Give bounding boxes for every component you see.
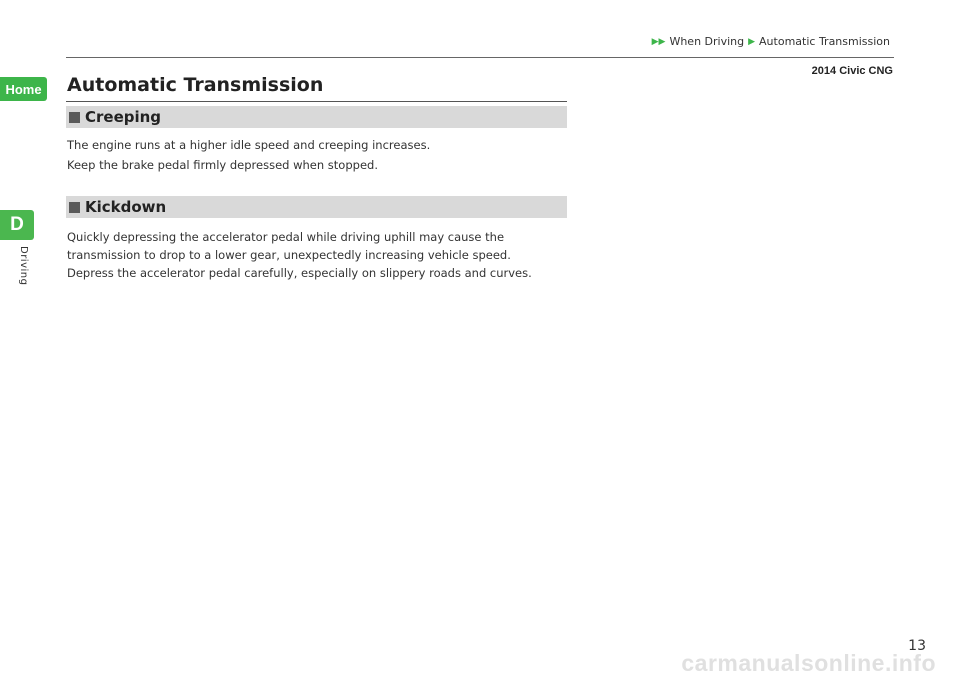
chapter-label: Driving bbox=[18, 246, 29, 286]
model-label: 2014 Civic CNG bbox=[811, 65, 893, 77]
breadcrumb bbox=[652, 35, 890, 48]
section-title: Creeping bbox=[85, 108, 162, 126]
section-header-creeping bbox=[66, 106, 567, 128]
section-square-icon bbox=[69, 202, 80, 213]
breadcrumb-item-automatic-transmission[interactable]: Automatic Transmission bbox=[759, 35, 890, 48]
breadcrumb-arrow-icon: ▶ bbox=[748, 36, 756, 47]
section-square-icon bbox=[69, 112, 80, 123]
creeping-paragraph-2: Keep the brake pedal firmly depressed when stopped. bbox=[67, 158, 378, 172]
creeping-paragraph-1: The engine runs at a higher idle speed and creeping increases. bbox=[67, 138, 431, 152]
section-header-kickdown bbox=[66, 196, 567, 218]
home-button[interactable]: Home bbox=[0, 77, 47, 101]
page-number: 13 bbox=[908, 638, 926, 654]
header-divider bbox=[66, 57, 894, 58]
kickdown-paragraph: Quickly depressing the accelerator pedal while driving uphill may cause the transmission to drop to a lower gear, unexpectedly increasing vehicle speed. Depress the accelerator pedal carefully, especially on slippery roads and curves. bbox=[67, 230, 532, 280]
watermark: carmanualsonline.info bbox=[681, 650, 936, 676]
chapter-tab-driving[interactable]: D bbox=[0, 210, 34, 240]
breadcrumb-arrow-icon: ▶▶ bbox=[651, 36, 666, 47]
section-title: Kickdown bbox=[85, 198, 167, 216]
title-divider bbox=[66, 101, 567, 102]
breadcrumb-item-when-driving[interactable]: When Driving bbox=[669, 35, 745, 48]
page-title: Automatic Transmission bbox=[67, 74, 324, 96]
